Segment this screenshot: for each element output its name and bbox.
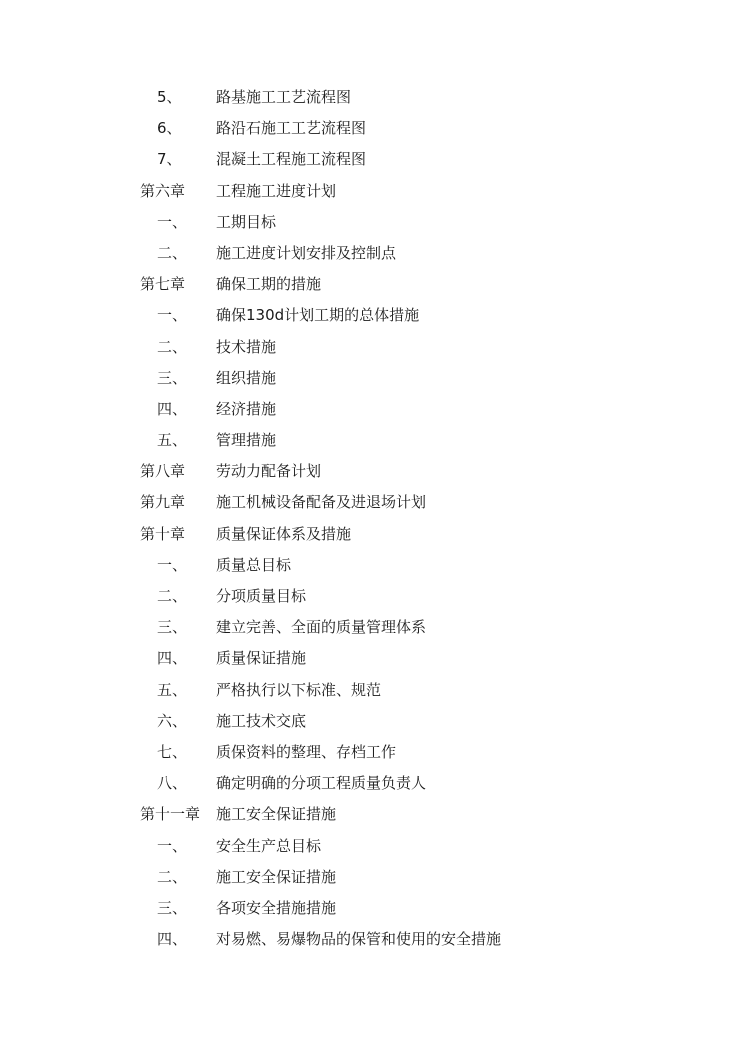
toc-entry — [0, 425, 744, 456]
toc-chapter-number: 第十章 — [140, 524, 186, 543]
toc-entry-number: 5、 — [157, 88, 182, 106]
toc-entry-title: 确定明确的分项工程质量负责人 — [216, 774, 427, 793]
toc-chapter-title: 施工安全保证措施 — [216, 805, 337, 824]
toc-chapter-title: 劳动力配备计划 — [216, 462, 322, 481]
toc-entry-number: 二、 — [157, 337, 188, 356]
toc-entry-number: 三、 — [157, 618, 188, 637]
toc-chapter-title: 确保工期的措施 — [216, 275, 322, 294]
toc-entry-title: 建立完善、全面的质量管理体系 — [216, 618, 427, 637]
toc-entry-number: 八、 — [157, 774, 188, 793]
toc-entry-title: 严格执行以下标准、规范 — [216, 680, 382, 699]
toc-entry — [0, 113, 744, 144]
toc-entry-number: 五、 — [157, 680, 188, 699]
toc-entry-title: 技术措施 — [216, 337, 277, 356]
toc-entry — [0, 924, 744, 955]
toc-entry-number: 六、 — [157, 711, 188, 730]
toc-entry-title: 安全生产总目标 — [216, 836, 322, 855]
toc-entry-title: 施工安全保证措施 — [216, 867, 337, 886]
toc-entry-number: 二、 — [157, 587, 188, 605]
toc-entry — [0, 238, 744, 269]
toc-entry — [0, 675, 744, 706]
toc-entry — [0, 737, 744, 768]
toc-entry-number: 7、 — [157, 150, 182, 169]
toc-chapter — [0, 519, 744, 550]
toc-entry-title: 施工进度计划安排及控制点 — [216, 243, 397, 262]
toc-entry — [0, 300, 744, 331]
toc-entry — [0, 332, 744, 363]
toc-entry-title: 确保130d计划工期的总体措施 — [216, 306, 420, 325]
toc-entry-number: 三、 — [157, 898, 188, 917]
toc-entry — [0, 363, 744, 394]
toc-chapter-title: 施工机械设备配备及进退场计划 — [216, 493, 427, 512]
toc-entry-number: 四、 — [157, 930, 188, 949]
toc-chapter-title: 工程施工进度计划 — [216, 181, 337, 200]
toc-chapter-number: 第八章 — [140, 462, 186, 481]
toc-chapter-title: 质量保证体系及措施 — [216, 524, 352, 543]
toc-entry-title: 经济措施 — [216, 399, 277, 418]
toc-entry-number: 二、 — [157, 867, 188, 886]
toc-entry — [0, 893, 744, 924]
toc-entry-title: 各项安全措施措施 — [216, 898, 337, 917]
toc-entry-title: 工期目标 — [216, 212, 277, 231]
toc-entry — [0, 144, 744, 175]
toc-entry — [0, 862, 744, 893]
toc-entry — [0, 550, 744, 581]
toc-entry-title: 组织措施 — [216, 368, 277, 387]
toc-chapter-number: 第六章 — [140, 181, 186, 200]
toc-entry-number: 三、 — [157, 368, 188, 387]
toc-chapter — [0, 799, 744, 830]
toc-entry-number: 四、 — [157, 649, 188, 668]
toc-entry-number: 一、 — [157, 212, 188, 231]
toc-entry — [0, 207, 744, 238]
toc-chapter — [0, 176, 744, 207]
toc-chapter-number: 第十一章 — [140, 805, 201, 824]
toc-entry-title: 路基施工工艺流程图 — [216, 88, 352, 106]
toc-entry-number: 一、 — [157, 555, 188, 574]
toc-entry — [0, 768, 744, 799]
toc-chapter-number: 第七章 — [140, 275, 186, 294]
toc-chapter — [0, 487, 744, 518]
toc-entry — [0, 82, 744, 113]
toc-entry-number: 七、 — [157, 742, 188, 761]
toc-entry — [0, 643, 744, 674]
table-of-contents — [0, 82, 744, 955]
toc-entry-title: 质量总目标 — [216, 555, 292, 574]
toc-chapter — [0, 269, 744, 300]
toc-entry — [0, 581, 744, 612]
toc-chapter-number: 第九章 — [140, 493, 186, 512]
toc-entry — [0, 394, 744, 425]
toc-entry-number: 五、 — [157, 431, 188, 450]
toc-chapter — [0, 456, 744, 487]
toc-entry — [0, 612, 744, 643]
toc-entry-number: 6、 — [157, 119, 182, 138]
toc-entry-title: 质保资料的整理、存档工作 — [216, 742, 397, 761]
toc-entry-number: 二、 — [157, 243, 188, 262]
toc-entry-title: 混凝土工程施工流程图 — [216, 150, 367, 169]
toc-entry-number: 一、 — [157, 836, 188, 855]
toc-entry-number: 一、 — [157, 306, 188, 325]
toc-entry — [0, 706, 744, 737]
toc-entry-title: 质量保证措施 — [216, 649, 307, 668]
toc-entry — [0, 831, 744, 862]
toc-entry-title: 对易燃、易爆物品的保管和使用的安全措施 — [216, 930, 502, 949]
toc-entry-title: 施工技术交底 — [216, 711, 307, 730]
toc-entry-title: 管理措施 — [216, 431, 277, 450]
toc-entry-title: 分项质量目标 — [216, 587, 307, 605]
toc-entry-title: 路沿石施工工艺流程图 — [216, 119, 367, 138]
toc-entry-number: 四、 — [157, 399, 188, 418]
